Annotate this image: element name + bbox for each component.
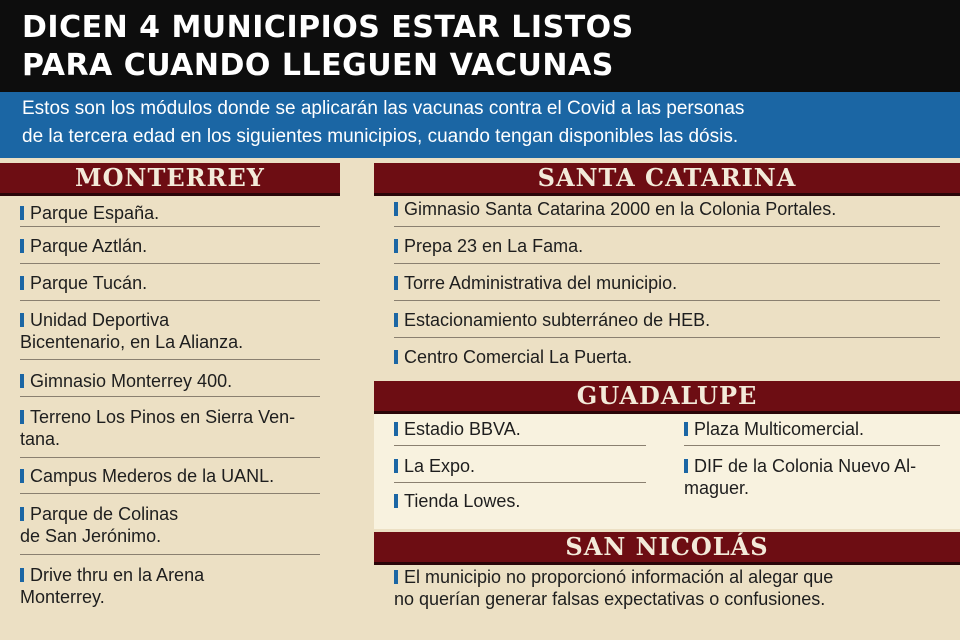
monterrey-item-8 <box>20 503 178 547</box>
monterrey-item-2 <box>20 235 147 257</box>
item-text: Gimnasio Monterrey 400. <box>20 370 232 392</box>
divider <box>394 337 940 338</box>
guadalupe-header: GUADALUPE <box>374 381 960 411</box>
santa-catarina-item-5 <box>394 346 632 368</box>
monterrey-item-7 <box>20 465 274 487</box>
divider <box>394 300 940 301</box>
item-text-continued: Bicentenario, en La Alianza. <box>20 332 244 352</box>
divider <box>20 359 320 360</box>
divider <box>20 396 320 397</box>
item-text: Estadio BBVA. <box>394 418 521 440</box>
item-text-continued: no querían generar falsas expectativas o confusiones. <box>394 589 826 609</box>
item-text: Parque España. <box>20 202 159 224</box>
headline-line-2: PARA CUANDO LLEGUEN VACUNAS <box>22 48 614 83</box>
item-text: Estacionamiento subterráneo de HEB. <box>394 309 710 331</box>
divider <box>20 554 320 555</box>
intro-line-2: de la tercera edad en los siguientes municipios, cuando tengan disponibles las dósis. <box>22 126 739 147</box>
guadalupe-item-5 <box>684 455 916 499</box>
guadalupe-item-3 <box>394 490 520 512</box>
item-text-continued: de San Jerónimo. <box>20 526 162 546</box>
divider <box>20 493 320 494</box>
monterrey-item-5 <box>20 370 232 392</box>
item-text: DIF de la Colonia Nuevo Al- <box>684 455 916 477</box>
monterrey-item-1 <box>20 202 159 224</box>
intro-line-1: Estos son los módulos donde se aplicarán las vacunas contra el Covid a las personas <box>22 98 745 119</box>
divider <box>684 445 940 446</box>
monterrey-header: MONTERREY <box>0 163 340 193</box>
item-text: Campus Mederos de la UANL. <box>20 465 274 487</box>
item-text: Torre Administrativa del municipio. <box>394 272 677 294</box>
san-nicolas-header: SAN NICOLÁS <box>374 532 960 562</box>
monterrey-item-4 <box>20 309 243 353</box>
san-nicolas-item-1 <box>394 566 833 610</box>
divider <box>20 226 320 227</box>
item-text: Parque de Colinas <box>20 503 178 525</box>
item-text-continued: maguer. <box>684 478 750 498</box>
monterrey-item-3 <box>20 272 147 294</box>
item-text: Drive thru en la Arena <box>20 564 204 586</box>
headline-line-1: DICEN 4 MUNICIPIOS ESTAR LISTOS <box>22 10 634 45</box>
monterrey-item-6 <box>20 406 295 450</box>
item-text-continued: Monterrey. <box>20 587 105 607</box>
item-text: La Expo. <box>394 455 475 477</box>
item-text: Unidad Deportiva <box>20 309 243 331</box>
divider <box>20 300 320 301</box>
divider <box>20 457 320 458</box>
divider <box>394 445 646 446</box>
intro-block <box>0 92 960 158</box>
item-text: Prepa 23 en La Fama. <box>394 235 583 257</box>
item-text: Parque Aztlán. <box>20 235 147 257</box>
santa-catarina-header: SANTA CATARINA <box>374 163 960 193</box>
santa-catarina-item-3 <box>394 272 677 294</box>
guadalupe-item-2 <box>394 455 475 477</box>
santa-catarina-item-2 <box>394 235 583 257</box>
item-text-continued: tana. <box>20 429 61 449</box>
item-text: Terreno Los Pinos en Sierra Ven- <box>20 406 295 428</box>
santa-catarina-item-4 <box>394 309 710 331</box>
guadalupe-item-4 <box>684 418 864 440</box>
headline-block <box>0 0 960 92</box>
item-text: Tienda Lowes. <box>394 490 520 512</box>
item-text: Gimnasio Santa Catarina 2000 en la Colonia Portales. <box>394 198 836 220</box>
item-text: Plaza Multicomercial. <box>684 418 864 440</box>
divider <box>394 226 940 227</box>
divider <box>20 263 320 264</box>
monterrey-item-9 <box>20 564 204 608</box>
divider <box>394 263 940 264</box>
santa-catarina-item-1 <box>394 198 836 220</box>
item-text: El municipio no proporcionó información al alegar que <box>394 566 833 588</box>
item-text: Parque Tucán. <box>20 272 147 294</box>
guadalupe-item-1 <box>394 418 521 440</box>
divider <box>394 482 646 483</box>
item-text: Centro Comercial La Puerta. <box>394 346 632 368</box>
